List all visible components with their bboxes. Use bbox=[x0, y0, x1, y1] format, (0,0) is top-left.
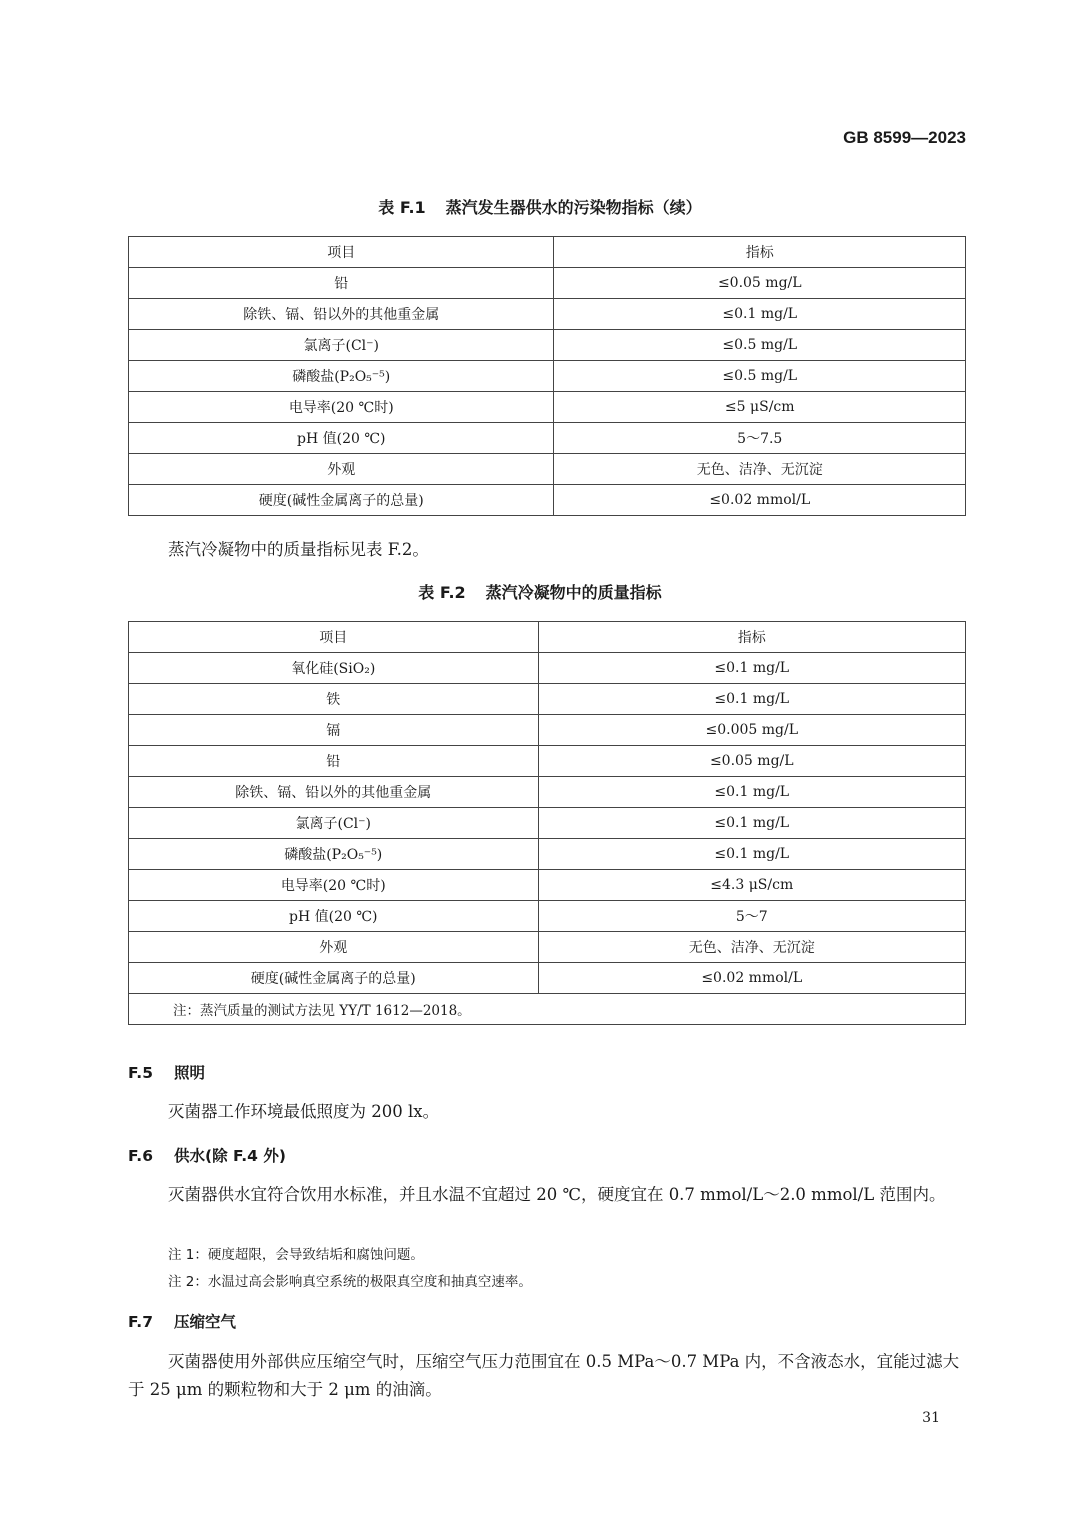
table-row bbox=[129, 684, 966, 715]
section-f6-number: F.6 bbox=[128, 1147, 153, 1165]
table-cell-item: 电导率(20 ℃时) bbox=[129, 870, 539, 901]
table-cell-value: ≤0.1 mg/L bbox=[538, 684, 966, 715]
table-cell-value: ≤0.5 mg/L bbox=[554, 330, 966, 361]
table-cell-item: 外观 bbox=[129, 932, 539, 963]
table-cell-value: 5～7.5 bbox=[554, 423, 966, 454]
table-row bbox=[129, 746, 966, 777]
table1-number: 表 F.1 bbox=[378, 198, 426, 217]
table2-header-item: 项目 bbox=[129, 622, 539, 653]
table2 bbox=[128, 621, 966, 1025]
table-row bbox=[129, 901, 966, 932]
table-row bbox=[129, 485, 966, 516]
table-cell-item: 硬度(碱性金属离子的总量) bbox=[129, 963, 539, 994]
table2-caption bbox=[0, 580, 1080, 603]
page-number: 31 bbox=[922, 1410, 940, 1426]
table-row bbox=[129, 330, 966, 361]
table-cell-value: ≤0.05 mg/L bbox=[538, 746, 966, 777]
table-cell-item: 铁 bbox=[129, 684, 539, 715]
table2-note-row bbox=[129, 994, 966, 1025]
table1-header-item: 项目 bbox=[129, 237, 554, 268]
table-cell-value: ≤0.5 mg/L bbox=[554, 361, 966, 392]
table1-caption bbox=[0, 195, 1080, 218]
section-f7-heading bbox=[128, 1310, 236, 1332]
table-row bbox=[129, 715, 966, 746]
table2-number: 表 F.2 bbox=[418, 583, 466, 602]
table1-header-row bbox=[129, 237, 966, 268]
table-cell-value: ≤0.02 mmol/L bbox=[554, 485, 966, 516]
section-f5-number: F.5 bbox=[128, 1064, 153, 1082]
table-cell-item: 氯离子(Cl⁻) bbox=[129, 330, 554, 361]
section-f5-heading bbox=[128, 1061, 205, 1083]
section-f6-title: 供水(除 F.4 外) bbox=[174, 1147, 286, 1165]
table1-header-index: 指标 bbox=[554, 237, 966, 268]
table-cell-item: 氧化硅(SiO₂) bbox=[129, 653, 539, 684]
section-f6-note1: 注 1：硬度超限，会导致结垢和腐蚀问题。 bbox=[168, 1247, 424, 1263]
section-f7-number: F.7 bbox=[128, 1313, 153, 1331]
table-cell-value: ≤4.3 μS/cm bbox=[538, 870, 966, 901]
table-cell-value: ≤5 μS/cm bbox=[554, 392, 966, 423]
table-cell-value: ≤0.1 mg/L bbox=[538, 777, 966, 808]
table-cell-item: 硬度(碱性金属离子的总量) bbox=[129, 485, 554, 516]
table-cell-item: 外观 bbox=[129, 454, 554, 485]
table-row bbox=[129, 870, 966, 901]
table-cell-value: ≤0.02 mmol/L bbox=[538, 963, 966, 994]
table-row bbox=[129, 268, 966, 299]
table-cell-item: 电导率(20 ℃时) bbox=[129, 392, 554, 423]
section-f7-title: 压缩空气 bbox=[174, 1313, 237, 1331]
table-cell-value: ≤0.005 mg/L bbox=[538, 715, 966, 746]
table-cell-item: pH 值(20 ℃) bbox=[129, 423, 554, 454]
section-f5-title: 照明 bbox=[174, 1064, 206, 1082]
section-f5-text: 灭菌器工作环境最低照度为 200 lx。 bbox=[168, 1102, 440, 1121]
table2-header-index: 指标 bbox=[538, 622, 966, 653]
table-row bbox=[129, 932, 966, 963]
table-cell-value: 无色、洁净、无沉淀 bbox=[554, 454, 966, 485]
table-cell-item: 除铁、镉、铅以外的其他重金属 bbox=[129, 777, 539, 808]
table-row bbox=[129, 808, 966, 839]
table-cell-value: 5～7 bbox=[538, 901, 966, 932]
table-cell-item: 镉 bbox=[129, 715, 539, 746]
table-row bbox=[129, 653, 966, 684]
table-row bbox=[129, 392, 966, 423]
table-row bbox=[129, 423, 966, 454]
section-f6-heading bbox=[128, 1144, 286, 1166]
section-f6-note2: 注 2：水温过高会影响真空系统的极限真空度和抽真空速率。 bbox=[168, 1274, 532, 1290]
table2-header-row bbox=[129, 622, 966, 653]
table2-title: 蒸汽冷凝物中的质量指标 bbox=[485, 583, 662, 602]
section-f6-text: 灭菌器供水宜符合饮用水标准，并且水温不宜超过 20 ℃，硬度宜在 0.7 mmol/L～2.0 mmol/L 范围内。 bbox=[168, 1185, 946, 1204]
standard-code: GB 8599—2023 bbox=[843, 128, 966, 147]
table-cell-item: 磷酸盐(P₂O₅⁻⁵) bbox=[129, 839, 539, 870]
table-cell-value: 无色、洁净、无沉淀 bbox=[538, 932, 966, 963]
table2-intro: 蒸汽冷凝物中的质量指标见表 F.2。 bbox=[168, 540, 429, 559]
section-f7-text: 灭菌器使用外部供应压缩空气时，压缩空气压力范围宜在 0.5 MPa～0.7 MPa 内，不含液态水，宜能过滤大于 25 μm 的颗粒物和大于 2 μm 的油滴。 bbox=[128, 1352, 960, 1399]
table-cell-item: 铅 bbox=[129, 746, 539, 777]
table-cell-item: 除铁、镉、铅以外的其他重金属 bbox=[129, 299, 554, 330]
table-cell-value: ≤0.1 mg/L bbox=[538, 839, 966, 870]
table-row bbox=[129, 777, 966, 808]
table-cell-item: pH 值(20 ℃) bbox=[129, 901, 539, 932]
table-row bbox=[129, 454, 966, 485]
table-cell-item: 铅 bbox=[129, 268, 554, 299]
table-cell-value: ≤0.1 mg/L bbox=[538, 808, 966, 839]
table-cell-value: ≤0.1 mg/L bbox=[538, 653, 966, 684]
table-row bbox=[129, 839, 966, 870]
table-row bbox=[129, 963, 966, 994]
table-cell-value: ≤0.05 mg/L bbox=[554, 268, 966, 299]
table-cell-value: ≤0.1 mg/L bbox=[554, 299, 966, 330]
table1-title: 蒸汽发生器供水的污染物指标（续） bbox=[445, 198, 702, 217]
table1 bbox=[128, 236, 966, 516]
table-row bbox=[129, 361, 966, 392]
table-row bbox=[129, 299, 966, 330]
table2-note: 注：蒸汽质量的测试方法见 YY/T 1612—2018。 bbox=[129, 994, 966, 1025]
table-cell-item: 磷酸盐(P₂O₅⁻⁵) bbox=[129, 361, 554, 392]
table-cell-item: 氯离子(Cl⁻) bbox=[129, 808, 539, 839]
